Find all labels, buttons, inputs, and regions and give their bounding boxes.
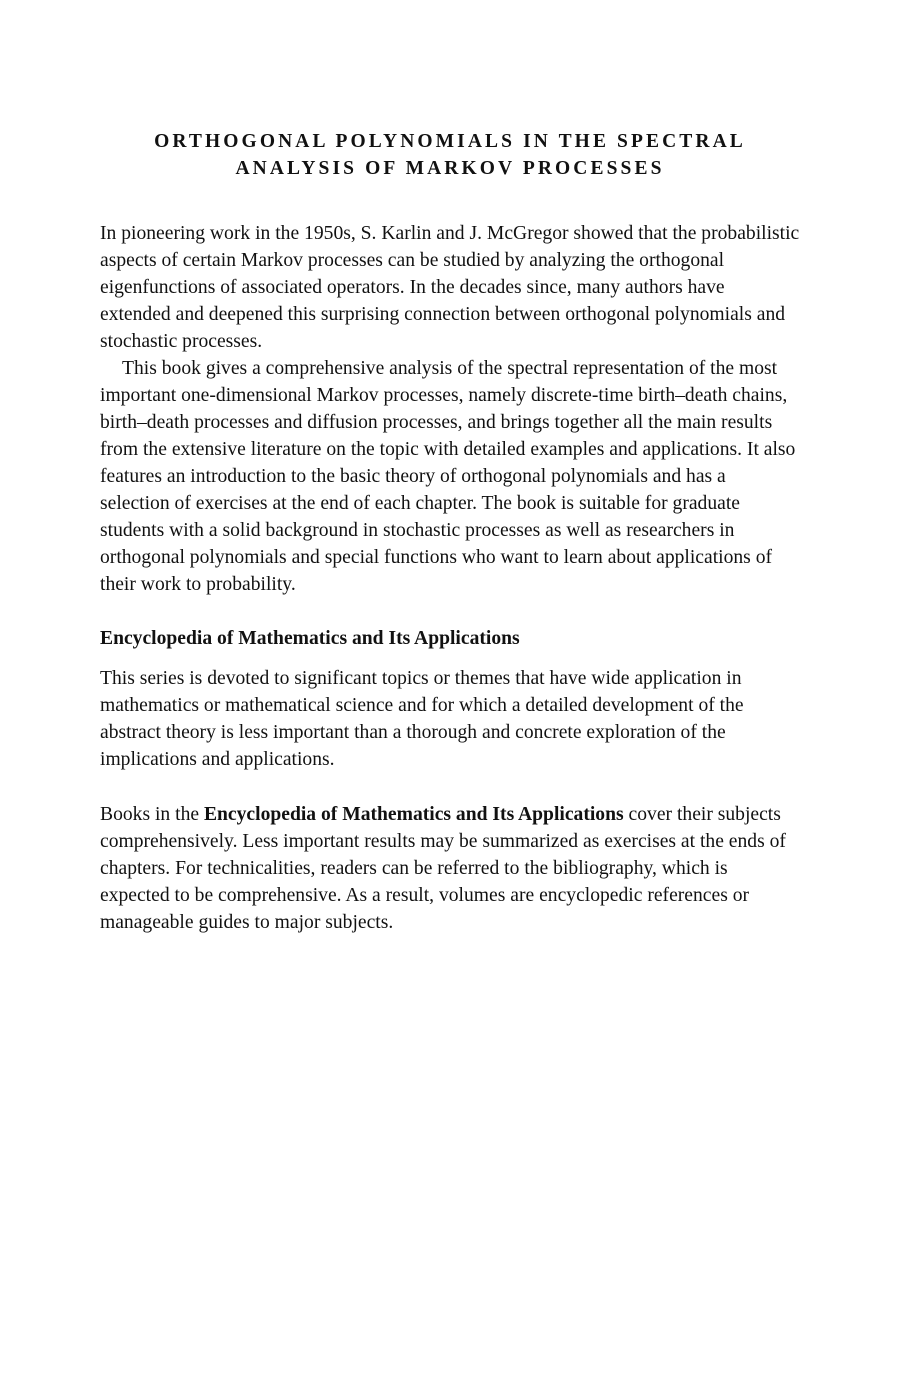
book-blurb: [100, 220, 800, 598]
series-heading: Encyclopedia of Mathematics and Its Applications: [100, 628, 520, 649]
blurb-paragraph-2: This book gives a comprehensive analysis of the spectral representation of the most important one-dimensional Markov processes, namely discrete-time birth–death chains, birth–death processes and diffusion processes, and brings together all the main results from the extensive literature on the topic with detailed examples and applications. It also features an introduction to the basic theory of orthogonal polynomials and has a selection of exercises at the end of each chapter. The book is suitable for graduate students with a solid background in stochastic processes as well as researchers in orthogonal polynomials and special functions who want to learn about applications of their work to probability.: [100, 358, 796, 595]
series-books-name: Encyclopedia of Mathematics and Its Applications: [203, 804, 624, 825]
series-description: This series is devoted to significant topics or themes that have wide application in mathematics or mathematical science and for which a detailed development of the abstract theory is less important than a thorough and concrete exploration of the implications and applications.: [100, 668, 744, 770]
series-books-paragraph: [100, 801, 800, 936]
half-title-page: [100, 128, 800, 936]
book-title: [100, 128, 800, 182]
book-title-line-2: ANALYSIS OF MARKOV PROCESSES: [235, 158, 665, 179]
book-title-line-1: ORTHOGONAL POLYNOMIALS IN THE SPECTRAL: [154, 131, 746, 152]
series-books-prefix: Books in the: [100, 804, 204, 825]
series-books-suffix: cover their subjects comprehensively. Less important results may be summarized as exercises at the ends of chapters. For technicalities, readers can be referred to the bibliography, which is expected to be comprehensive. As a result, volumes are encyclopedic references or manageable guides to major subjects.: [100, 804, 786, 933]
blurb-paragraph-1: In pioneering work in the 1950s, S. Karlin and J. McGregor showed that the probabilistic aspects of certain Markov processes can be studied by analyzing the orthogonal eigenfunctions of associated operators. In the decades since, many authors have extended and deepened this surprising connection between orthogonal polynomials and stochastic processes.: [100, 223, 800, 352]
